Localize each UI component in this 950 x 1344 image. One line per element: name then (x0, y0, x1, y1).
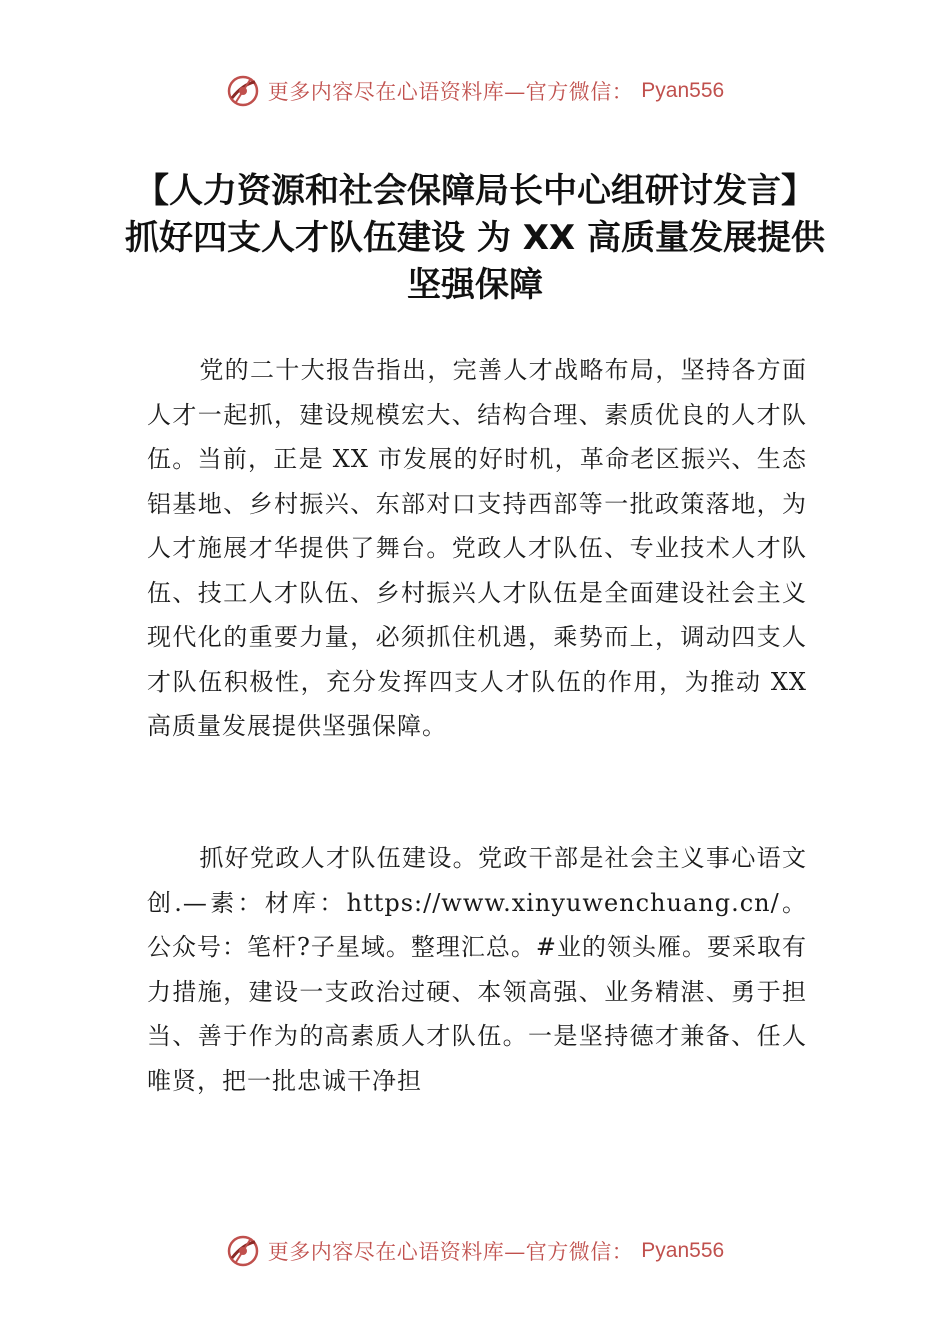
stamp-seal-icon (226, 1234, 260, 1268)
footer-wechat-id: Pyan556 (641, 1239, 725, 1262)
watermark-header (0, 74, 950, 108)
paragraph-1-text: 党的二十大报告指出，完善人才战略布局，坚持各方面人才一起抓，建设规模宏大、结构合理、素质优良的人才队伍。当前，正是 XX 市发展的好时机，革命老区振兴、生态铝基地、乡村振兴、东部对口支持西部等一批政策落地，为人才施展才华提供了舞台。党政人才队伍、专业技术人才队伍、技工人才队伍、乡村振兴人才队伍是全面建设社会主义现代化的重要力量，必须抓住机遇，乘势而上，调动四支人才队伍积极性，充分发挥四支人才队伍的作用，为推动 XX 高质量发展提供坚强保障。 (147, 356, 807, 740)
header-wechat-id: Pyan556 (641, 79, 725, 102)
paragraph-2 (147, 836, 807, 1103)
watermark-footer (0, 1234, 950, 1268)
stamp-seal-icon (226, 74, 260, 108)
paragraph-1 (147, 348, 807, 749)
document-title: 【人力资源和社会保障局长中心组研讨发言】抓好四支人才队伍建设 为 XX 高质量发展提供坚强保障 (125, 171, 825, 305)
footer-banner-text: 更多内容尽在心语资料库—官方微信： (267, 1240, 634, 1264)
header-banner-text: 更多内容尽在心语资料库—官方微信： (267, 80, 634, 104)
paragraph-2-text: 抓好党政人才队伍建设。党政干部是社会主义事心语文创.—素：材库：https://www.xinyuwenchuang.cn/。公众号：笔杆?子星域。整理汇总。#业的领头雁。要采取有力措施，建设一支政治过硬、本领高强、业务精湛、勇于担当、善于作为的高素质人才队伍。一是坚持德才兼备、任人唯贤，把一批忠诚干净担 (147, 844, 807, 1095)
